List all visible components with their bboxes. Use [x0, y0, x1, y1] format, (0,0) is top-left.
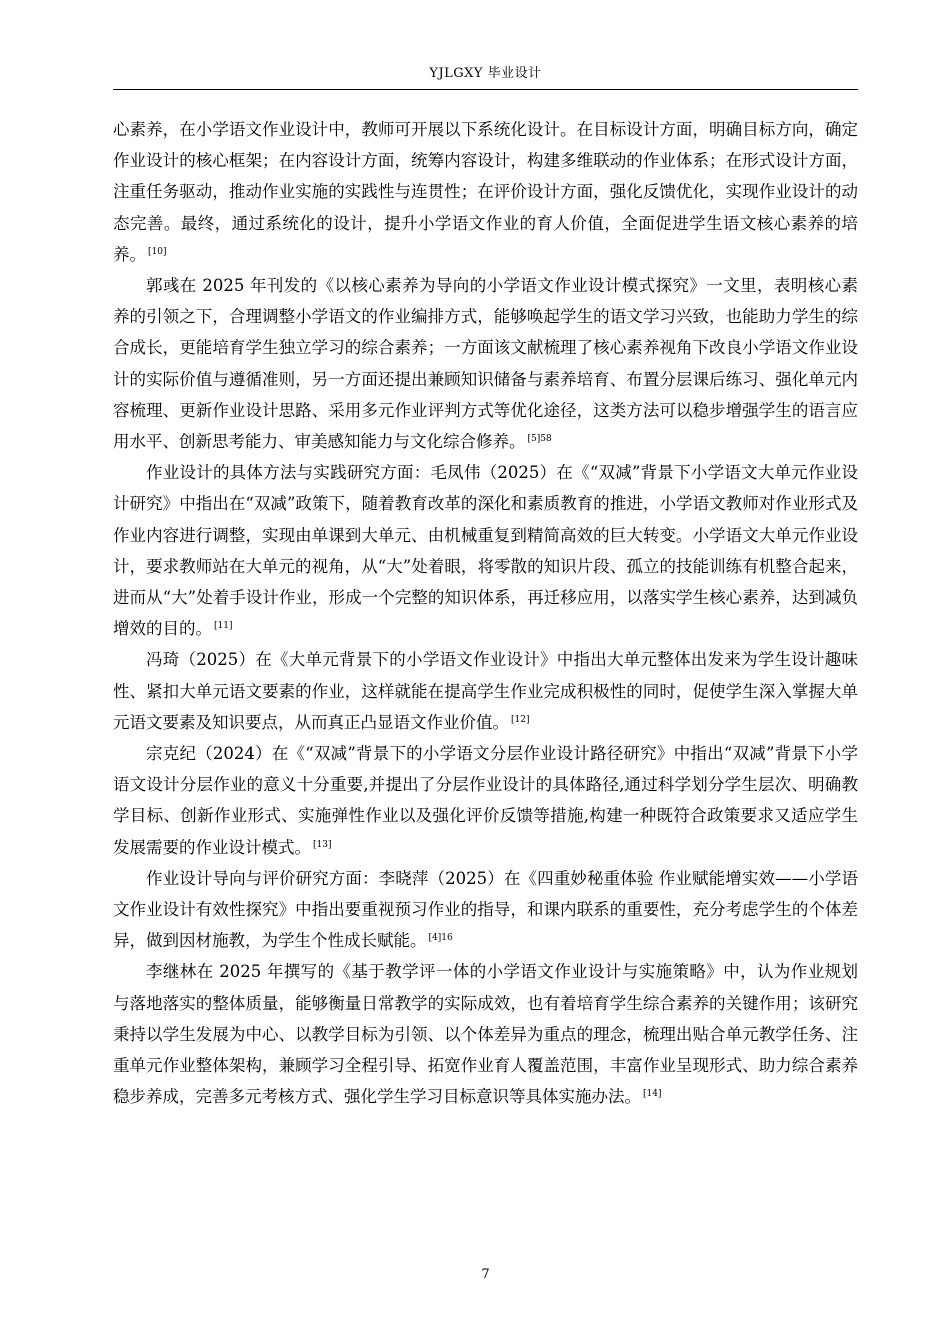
- paragraph-text: 郭彧在 2025 年刊发的《以核心素养为导向的小学语文作业设计模式探究》一文里，表明核心素养的引领之下，合理调整小学语文的作业编排方式，能够唤起学生的语文学习兴致，也能助力学生的综合成长，更能培育学生独立学习的综合素养；一方面该文献梳理了核心素养视角下改良小学语文作业设计的实际价值与遵循准则，另一方面还提出兼顾知识储备与素养培育、布置分层课后练习、强化单元内容梳理、更新作业设计思路、采用多元作业评判方式等优化途径，这类方法可以稳步增强学生的语言应用水平、创新思考能力、审美感知能力与文化综合修养。: [113, 276, 858, 452]
- citation-marker: [4]16: [428, 933, 453, 944]
- citation-marker: [14]: [643, 1089, 662, 1100]
- paragraph-4: [113, 644, 858, 738]
- header-rule: [113, 89, 858, 90]
- paragraph-text: 作业设计导向与评价研究方面：李晓萍（2025）在《四重妙秘重体验 作业赋能增实效——小学语文作业设计有效性探究》中指出要重视预习作业的指导，和课内联系的重要性，充分考虑学生的个体差异，做到因材施教，为学生个性成长赋能。: [113, 868, 858, 951]
- paragraph-text: 宗克纪（2024）在《“双减”背景下的小学语文分层作业设计路径研究》中指出“双减”背景下小学语文设计分层作业的意义十分重要,并提出了分层作业设计的具体路径,通过科学划分学生层次、明确教学目标、创新作业形式、实施弹性作业以及强化评价反馈等措施,构建一种既符合政策要求又适应学生发展需要的作业设计模式。: [113, 744, 858, 857]
- document-body: [113, 114, 858, 1113]
- citation-marker: [12]: [511, 714, 530, 725]
- page-number: 7: [481, 1267, 490, 1282]
- citation-marker: [11]: [214, 621, 233, 632]
- paragraph-6: [113, 863, 858, 957]
- paragraph-text: 作业设计的具体方法与实践研究方面：毛凤伟（2025）在《“双减”背景下小学语文大单元作业设计研究》中指出在“双减”政策下，随着教育改革的深化和素质教育的推进，小学语文教师对作业形式及作业内容进行调整，实现由单课到大单元、由机械重复到精简高效的巨大转变。小学语文大单元作业设计，要求教师站在大单元的视角，从“大”处着眼，将零散的知识片段、孤立的技能训练有机整合起来，进而从“大”处着手设计作业，形成一个完整的知识体系，再迁移应用，以落实学生核心素养，达到减负增效的目的。: [113, 463, 858, 639]
- citation-marker: [10]: [148, 246, 167, 257]
- paragraph-1: [113, 114, 858, 270]
- paragraph-text: 李继林在 2025 年撰写的《基于教学评一体的小学语文作业设计与实施策略》中，认为作业规划与落地落实的整体质量，能够衡量日常教学的实际成效，也有着培育学生综合素养的关键作用；该研究秉持以学生发展为中心、以教学目标为引领、以个体差异为重点的理念，梳理出贴合单元教学任务、注重单元作业整体架构，兼顾学习全程引导、拓宽作业育人覆盖范围，丰富作业呈现形式、助力综合素养稳步养成，完善多元考核方式、强化学生学习目标意识等具体实施办法。: [113, 962, 858, 1107]
- citation-marker: [5]58: [527, 434, 552, 445]
- page-header: YJLGXY 毕业设计: [429, 66, 542, 81]
- citation-marker: [13]: [313, 839, 332, 850]
- paragraph-7: [113, 956, 858, 1112]
- paragraph-text: 冯琦（2025）在《大单元背景下的小学语文作业设计》中指出大单元整体出发来为学生设计趣味性、紧扣大单元语文要素的作业，这样就能在提高学生作业完成积极性的同时，促使学生深入掌握大单元语文要素及知识要点，从而真正凸显语文作业价值。: [113, 650, 858, 732]
- paragraph-5: [113, 738, 858, 863]
- paragraph-text: 心素养，在小学语文作业设计中，教师可开展以下系统化设计。在目标设计方面，明确目标方向，确定作业设计的核心框架；在内容设计方面，统筹内容设计，构建多维联动的作业体系；在形式设计方面，注重任务驱动，推动作业实施的实践性与连贯性；在评价设计方面，强化反馈优化，实现作业设计的动态完善。最终，通过系统化的设计，提升小学语文作业的育人价值，全面促进学生语文核心素养的培养。: [113, 120, 858, 264]
- paragraph-2: [113, 270, 858, 457]
- paragraph-3: [113, 457, 858, 644]
